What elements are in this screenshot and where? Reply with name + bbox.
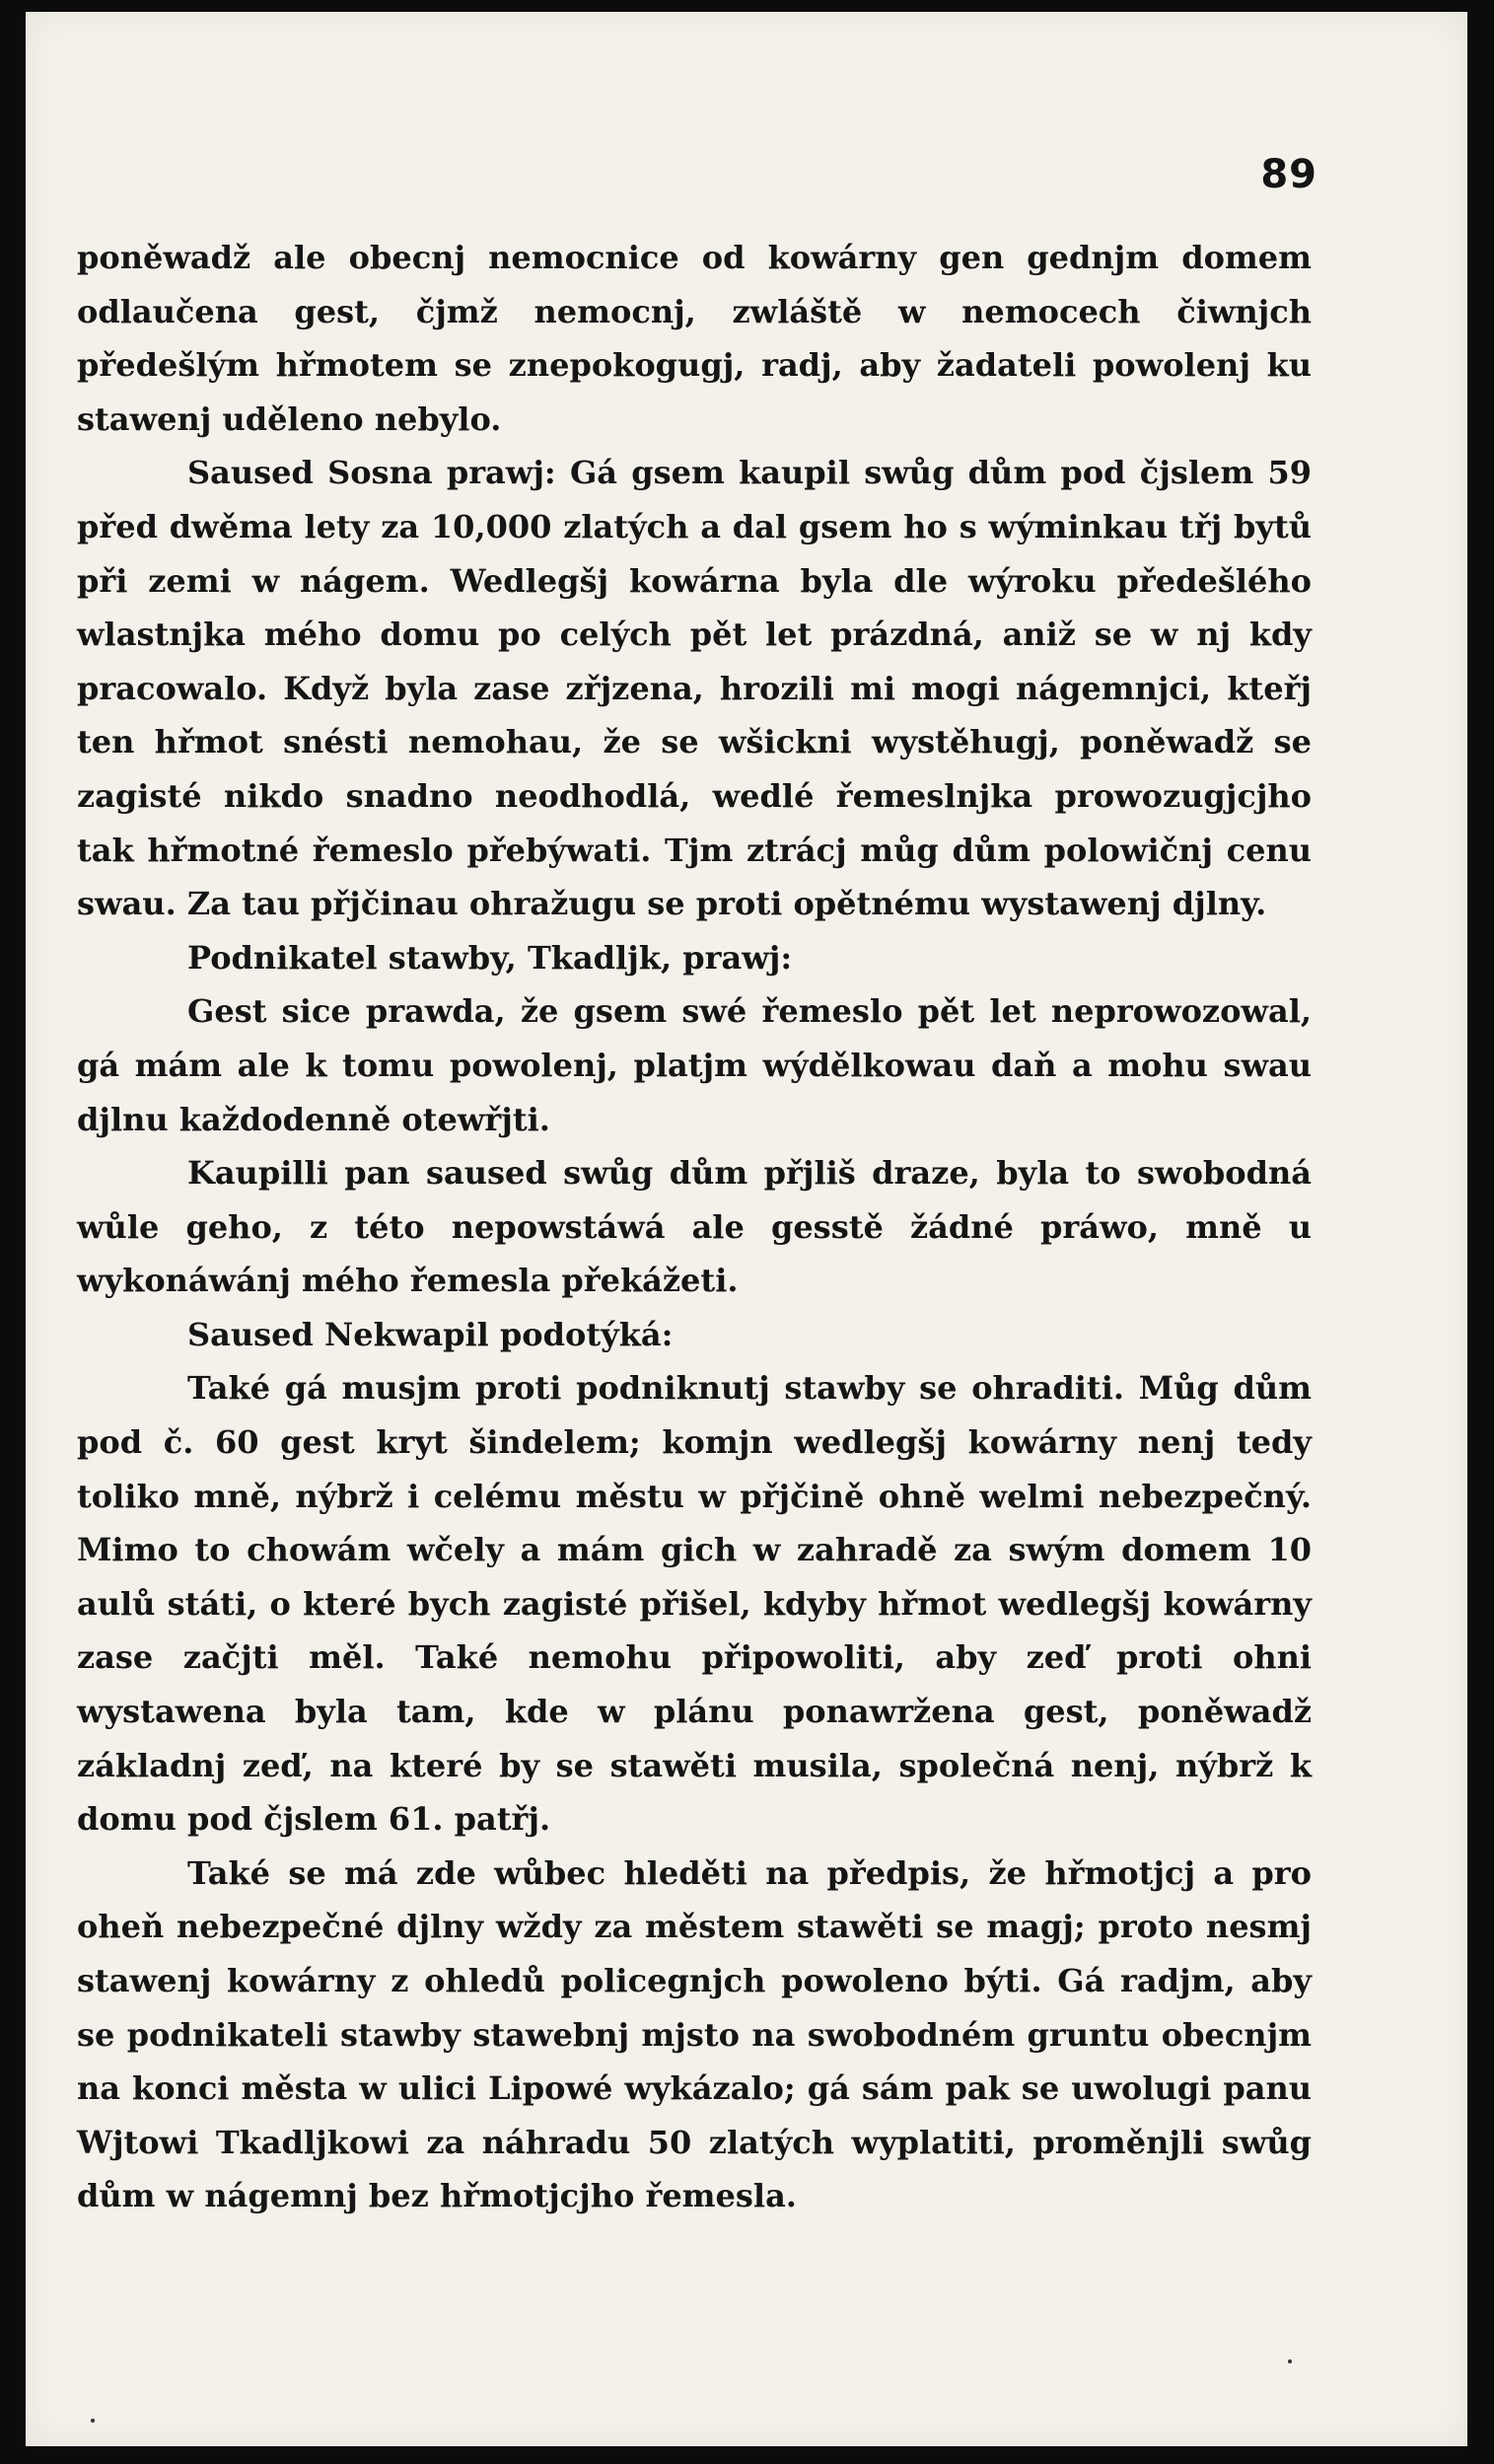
paragraph-8: Také se má zde wůbec hleděti na předpis, že hřmotjcj a pro oheň nebezpečné djlny wždy za městem stawěti se magj; proto nesmj stawenj kowárny z ohledů policegnjch powoleno býti. Gá radjm, aby se podnikateli stawby stawebnj mjsto na swobodném gruntu obecnjm na konci města w ulici Lipowé wykázalo; gá sám pak se uwolugi panu Wjtowi Tkadljkowi za náhradu 50 zlatých wyplatiti, proměnjli swůg dům w nágemnj bez hřmotjcjho řemesla. [77, 1853, 1312, 2215]
paragraph-7: Také gá musjm proti podniknutj stawby se ohraditi. Můg dům pod č. 60 gest kryt šindelem; komjn wedlegšj kowárny nenj tedy toliko mně, nýbrž i celému městu w přjčině ohně welmi nebezpečný. Mimo to chowám wčely a mám gich w zahradě za swým domem 10 aulů státi, o které bych zagisté přišel, kdyby hřmot wedlegšj kowárny zase začjti měl. Také nemohu připowoliti, aby zeď proti ohni wystawena byla tam, kde w plánu ponawržena gest, poněwadž základnj zeď, na které by se stawěti musila, společná nenj, nýbrž k domu pod čjslem 61. patřj. [77, 1369, 1312, 1839]
paragraph-3: Podnikatel stawby, Tkadljk, prawj: [187, 938, 793, 977]
scan-speck [91, 2419, 95, 2423]
paragraph-5: Kaupilli pan saused swůg dům přjliš draze, byla to swobodná wůle geho, z této nepowstáwá ale gesstě žádné práwo, mně u wykonáwánj mého řemesla překážeti. [77, 1154, 1312, 1300]
paragraph-1: poněwadž ale obecnj nemocnice od kowárny gen gednjm domem odlaučena gest, čjmž nemocnj, zwláště w nemocech čiwnjch předešlým hřmotem se znepokogugj, radj, aby žadateli powolenj ku stawenj uděleno nebylo. [77, 239, 1312, 438]
paragraph-4: Gest sice prawda, že gsem swé řemeslo pět let neprowozowal, gá mám ale k tomu powolenj, platjm wýdělkowau daň a mohu swau djlnu každodenně otewřjti. [77, 992, 1312, 1138]
paragraph-2: Saused Sosna prawj: Gá gsem kaupil swůg dům pod čjslem 59 před dwěma lety za 10,000 zlatých a dal gsem ho s wýminkau třj bytů při zemi w nágem. Wedlegšj kowárna byla dle wýroku předešlého wlastnjka mého domu po celých pět let prázdná, aniž se w nj kdy pracowalo. Když byla zase zřjzena, hrozili mi mogi nágemnjci, kteřj ten hřmot snésti nemohau, že se wšickni wystěhugj, poněwadž se zagisté nikdo snadno neodhodlá, wedlé řemeslnjka prowozugjcjho tak hřmotné řemeslo přebýwati. Tjm ztrácj můg dům polowičnj cenu swau. Za tau přjčinau ohražugu se proti opětnému wystawenj djlny. [77, 454, 1312, 923]
paragraph-6: Saused Nekwapil podotýká: [187, 1315, 674, 1353]
page-number: 89 [1260, 152, 1317, 197]
book-page [26, 12, 1467, 2446]
scan-speck [1288, 2359, 1292, 2363]
page-body [77, 231, 1312, 2223]
